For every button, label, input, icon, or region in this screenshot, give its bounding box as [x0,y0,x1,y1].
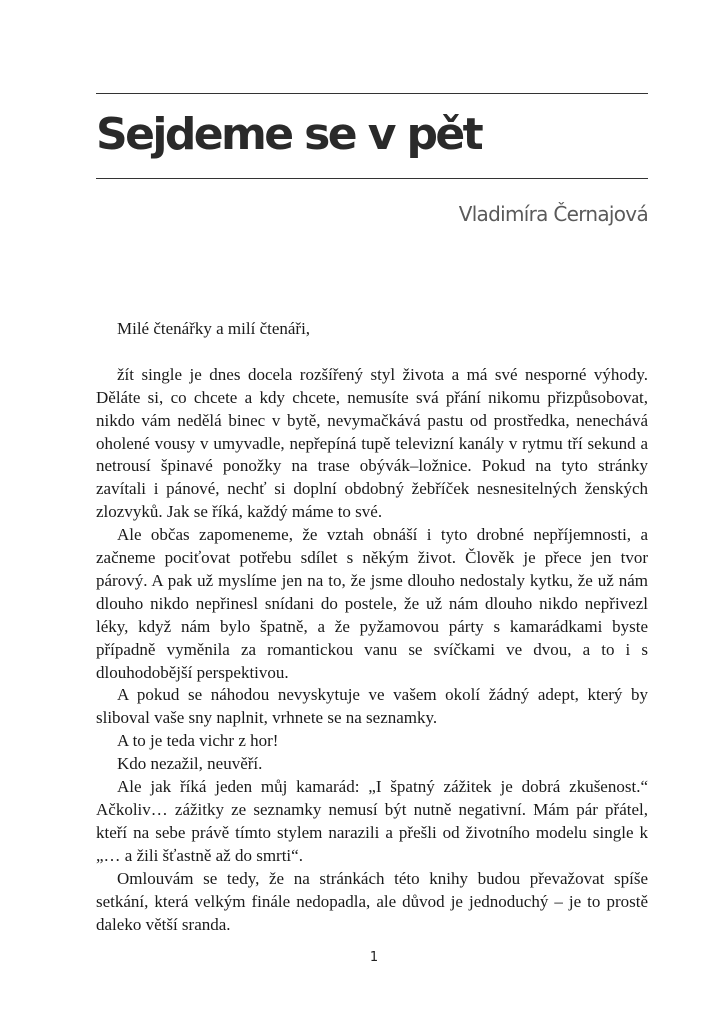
top-rule [96,93,648,94]
paragraph: A pokud se náhodou nevyskytuje ve vašem okolí žádný adept, který by sliboval vaše sny naplnit, vrhnete se na seznamky. [96,685,648,728]
page-number: 1 [369,950,379,965]
author-name: Vladimíra Černajová [458,202,648,226]
paragraph: A to je teda vichr z hor! [117,731,279,751]
paragraph: Kdo nezažil, neuvěří. [117,754,263,774]
paragraph: Ale jak říká jeden můj kamarád: „I špatný zážitek je dobrá zkušenost.“ Ačkoliv… zážitky ze seznamky nemusí být nutně negativní. Mám pár přátel, kteří na sebe právě tímto stylem narazili a přešli od životního modelu single k „… a žili šťastně až do smrti“. [96,777,648,865]
paragraph: Ale občas zapomeneme, že vztah obnáší i tyto drobné nepříjemnosti, a začneme pociťovat potřebu sdílet s někým život. Člověk je přece jen tvor párový. A pak už myslíme jen na to, že jsme dlouho nedostaly kytku, že už nám dlouho nikdo nepřinesl snídani do postele, že už nám dlouho nikdo nepřivezl léky, když nám bylo špatně, a že pyžamovou párty s kamarádkami byste případně vyměnila za romantickou vanu se svíčkami ve dvou, a to i s dlouhodobější perspektivou. [96,525,648,682]
chapter-title: Sejdeme se v pět [96,109,482,160]
paragraph: žít single je dnes docela rozšířený styl života a má své nesporné výhody. Děláte si, co chcete a kdy chcete, nemusíte svá přání nikomu přizpůsobovat, nikdo vám nedělá binec v bytě, nevymačkává pastu od prostředka, nenechává oholené vousy v umyvadle, nepřepíná tupě televizní kanály v rytmu tří sekund a netrousí špinavé ponožky na trase obývák–ložnice. Pokud na tyto stránky zavítali i pánové, nechť si doplní obdobný žebříček nesnesitelných ženských zlozvyků. Jak se říká, každý máme to své. [96,364,648,522]
body-text [96,318,648,936]
paragraph: Omlouvám se tedy, že na stránkách této knihy budou převažovat spíše setkání, která velkým finále nedopadla, ale důvod je jednoduchý – je to prostě daleko větší sranda. [96,868,648,934]
salutation: Milé čtenářky a milí čtenáři, [117,319,311,338]
bottom-rule [96,178,648,179]
